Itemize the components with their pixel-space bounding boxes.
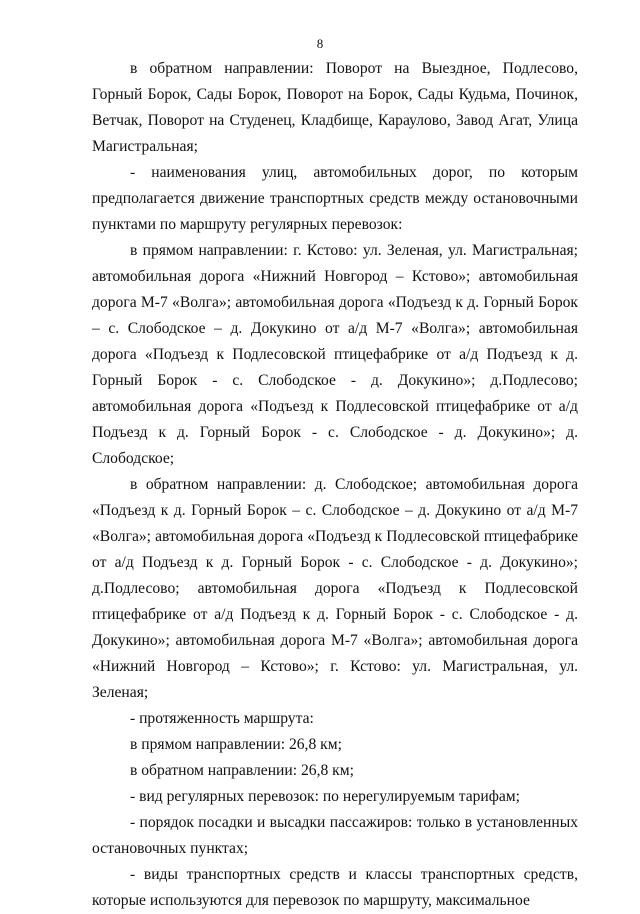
page-number: 8 <box>316 36 324 51</box>
document-text <box>92 56 578 914</box>
paragraph-transport-type: - вид регулярных перевозок: по нерегулируемым тарифам; <box>130 788 521 805</box>
paragraph-reverse-route: в обратном направлении: д. Слободское; автомобильная дорога «Подъезд к д. Горный Борок – с. Слободское – д. Докукино от а/д М-7 «Волга»; автомобильная дорога «Подъезд к Подлесовской птицефабрике от а/д Подъезд к д. Горный Борок - с. Слободское - д. Докукино»; д.Подлесово; автомобильная дорога «Подъезд к Подлесовской птицефабрике от а/д Подъезд к д. Горный Борок - с. Слободское - д. Докукино»; автомобильная дорога М-7 «Волга»; автомобильная дорога «Нижний Новгород – Кстово»; г. Кстово: ул. Магистральная, ул. Зеленая; <box>92 476 578 701</box>
paragraph-route-length: - протяженность маршрута: <box>130 710 314 727</box>
paragraph-reverse-stops: в обратном направлении: Поворот на Выездное, Подлесово, Горный Борок, Сады Борок, Поворот на Борок, Сады Кудьма, Починок, Ветчак, Поворот на Студенец, Кладбище, Караулово, Завод Агат, Улица Магистральная; <box>92 60 578 155</box>
paragraph-forward-length: в прямом направлении: 26,8 км; <box>130 736 342 753</box>
paragraph-streets-heading: - наименования улиц, автомобильных дорог, по которым предполагается движение транспортных средств между остановочными пунктами по маршруту регулярных перевозок: <box>92 164 578 233</box>
paragraph-reverse-length: в обратном направлении: 26,8 км; <box>130 762 354 779</box>
paragraph-forward-route: в прямом направлении: г. Кстово: ул. Зеленая, ул. Магистральная; автомобильная дорога «Нижний Новгород – Кстово»; автомобильная дорога М-7 «Волга»; автомобильная дорога «Подъезд к д. Горный Борок – с. Слободское – д. Докукино от а/д М-7 «Волга»; автомобильная дорога «Подъезд к Подлесовской птицефабрике от а/д Подъезд к д. Горный Борок - с. Слободское - д. Докукино»; д.Подлесово; автомобильная дорога «Подъезд к Подлесовской птицефабрике от а/д Подъезд к д. Горный Борок - с. Слободское - д. Докукино»; д. Слободское; <box>92 242 578 467</box>
paragraph-vehicle-types: - виды транспортных средств и классы транспортных средств, которые используются для перевозок по маршруту, максимальное <box>92 866 578 909</box>
paragraph-boarding-order: - порядок посадки и высадки пассажиров: только в установленных остановочных пунктах; <box>92 814 578 857</box>
